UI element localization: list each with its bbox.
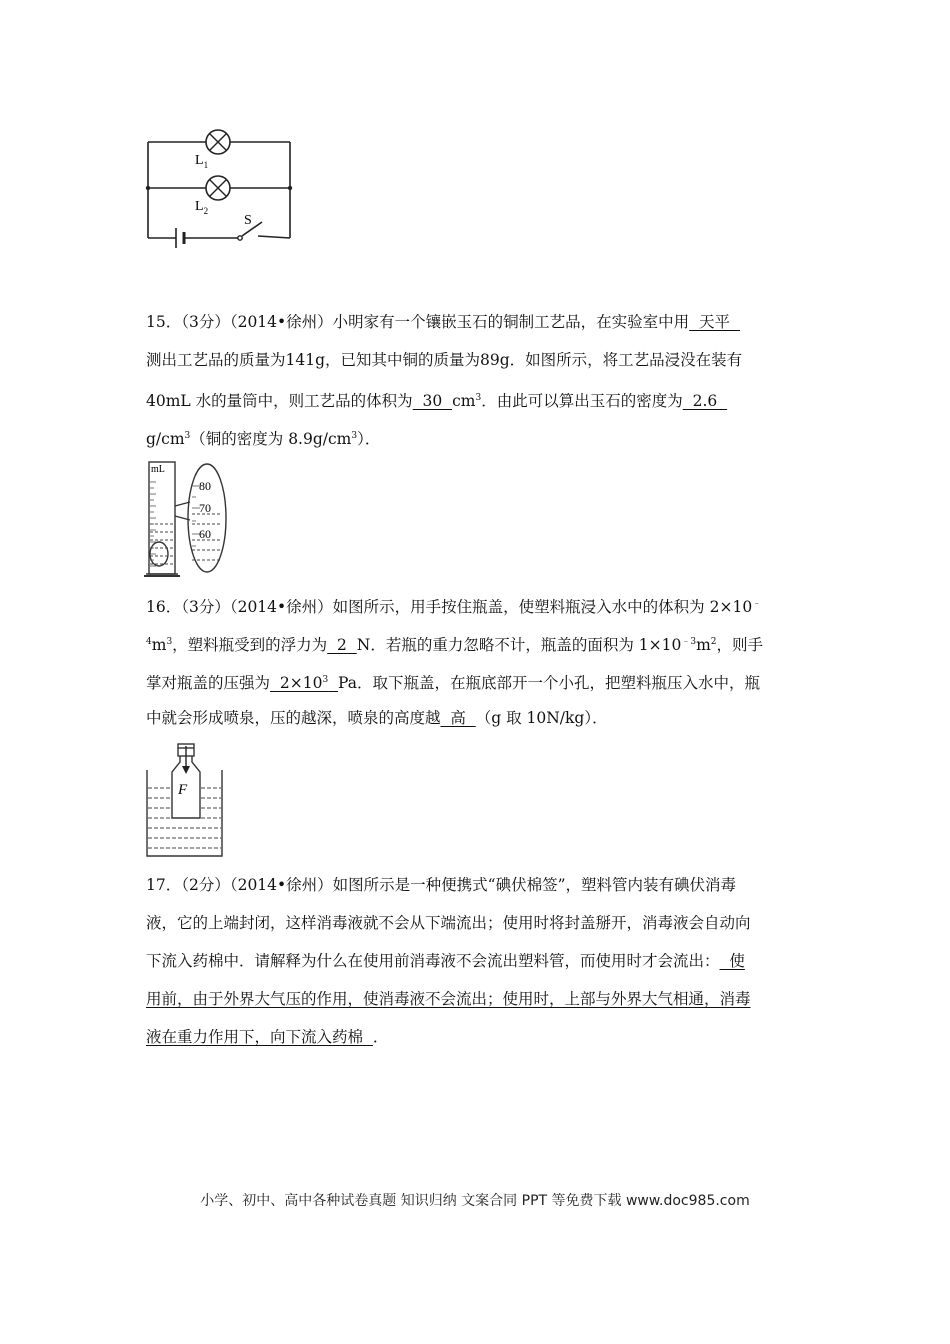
q17-answer-part-3: 液在重力作用下，向下流入药棉 bbox=[146, 1028, 373, 1046]
switch-label: S bbox=[244, 213, 252, 228]
q16-answer-2: $2\times 10^3$ bbox=[270, 674, 329, 693]
q17-line-3: 下流入药棉中．请解释为什么在使用前消毒液不会流出塑料管，而使用时才会流出： 使 bbox=[146, 952, 745, 970]
q15-line-2: 测出工艺品的质量为141g，已知其中铜的质量为89g．如图所示，将工艺品浸没在装有 bbox=[146, 351, 743, 369]
q15-answer-3: 2.6 bbox=[682, 392, 728, 411]
page-footer: 小学、初中、高中各种试卷真题 知识归纳 文案合同 PPT 等免费下载 www.doc985.com bbox=[200, 1193, 750, 1209]
q15-line-3: 40mL 水的量筒中，则工艺品的体积为 30 $cm^3$．由此可以算出玉石的密度为 2.6 bbox=[146, 392, 728, 411]
q17-line-1: 17．（2分）（2014•徐州）如图所示是一种便携式“碘伏棉签”，塑料管内装有碘伏消毒 bbox=[146, 876, 737, 894]
lamp-l1 bbox=[206, 130, 230, 154]
graduated-cylinder-figure bbox=[144, 458, 230, 582]
lamp2-label: $L_2$ bbox=[195, 199, 209, 216]
lamp-l2 bbox=[206, 176, 230, 200]
q16-answer-3: 高 bbox=[440, 709, 476, 727]
cylinder-unit: mL bbox=[151, 464, 165, 475]
force-arrow-icon bbox=[182, 746, 190, 774]
q16-answer-1: 2 bbox=[327, 636, 357, 655]
bottle-in-water-figure bbox=[142, 740, 228, 860]
q16-line-1: 16．（3分）（2014•徐州）如图所示，用手按住瓶盖，使塑料瓶浸入水中的体积为 2×10﹣ bbox=[146, 598, 762, 617]
lamp1-label: $L_1$ bbox=[195, 153, 209, 170]
q17-answer-part-1: 使 bbox=[719, 952, 745, 970]
q17-answer-part-2: 用前，由于外界大气压的作用，使消毒液不会流出；使用时，上部与外界大气相通，消毒 bbox=[146, 990, 751, 1008]
question-16 bbox=[146, 585, 806, 737]
force-label: F bbox=[178, 782, 188, 798]
battery-icon bbox=[176, 228, 184, 248]
question-17 bbox=[146, 866, 806, 1056]
cylinder-mark-80: 80 bbox=[199, 479, 211, 493]
q17-line-5: 液在重力作用下，向下流入药棉 ． bbox=[146, 1028, 389, 1046]
q15-answer-1: 天平 bbox=[689, 313, 740, 331]
junction-left bbox=[146, 186, 150, 190]
q17-line-4 bbox=[146, 980, 806, 1018]
q15-line-1: 15．（3分）（2014•徐州）小明家有一个镶嵌玉石的铜制工艺品，在实验室中用 天平 bbox=[146, 313, 740, 331]
q16-line-2: $^4m^3$，塑料瓶受到的浮力为 2 N．若瓶的重力忽略不计，瓶盖的面积为 $1\times 10^{﹣3}m^2$，则手 bbox=[146, 636, 764, 655]
cylinder-mark-70: 70 bbox=[199, 501, 211, 515]
q17-line-2: 液，它的上端封闭，这样消毒液就不会从下端流出；使用时将封盖掰开，消毒液会自动向 bbox=[146, 914, 751, 932]
junction-right bbox=[288, 186, 292, 190]
circuit-diagram bbox=[140, 120, 300, 250]
cylinder-mark-60: 60 bbox=[199, 527, 211, 541]
question-15 bbox=[146, 303, 806, 455]
q16-line-3: 掌对瓶盖的压强为 $2\times 10^3$ Pa．取下瓶盖，在瓶底部开一个小孔，把塑料瓶压入水中，瓶 bbox=[146, 674, 761, 693]
q15-line-4: $g/cm^3$（铜的密度为 $8.9g/cm^3$）． bbox=[146, 430, 381, 449]
q15-answer-2: 30 bbox=[412, 392, 453, 411]
q16-line-4: 中就会形成喷泉，压的越深，喷泉的高度越 高 （g 取 10N/kg）． bbox=[146, 709, 608, 727]
